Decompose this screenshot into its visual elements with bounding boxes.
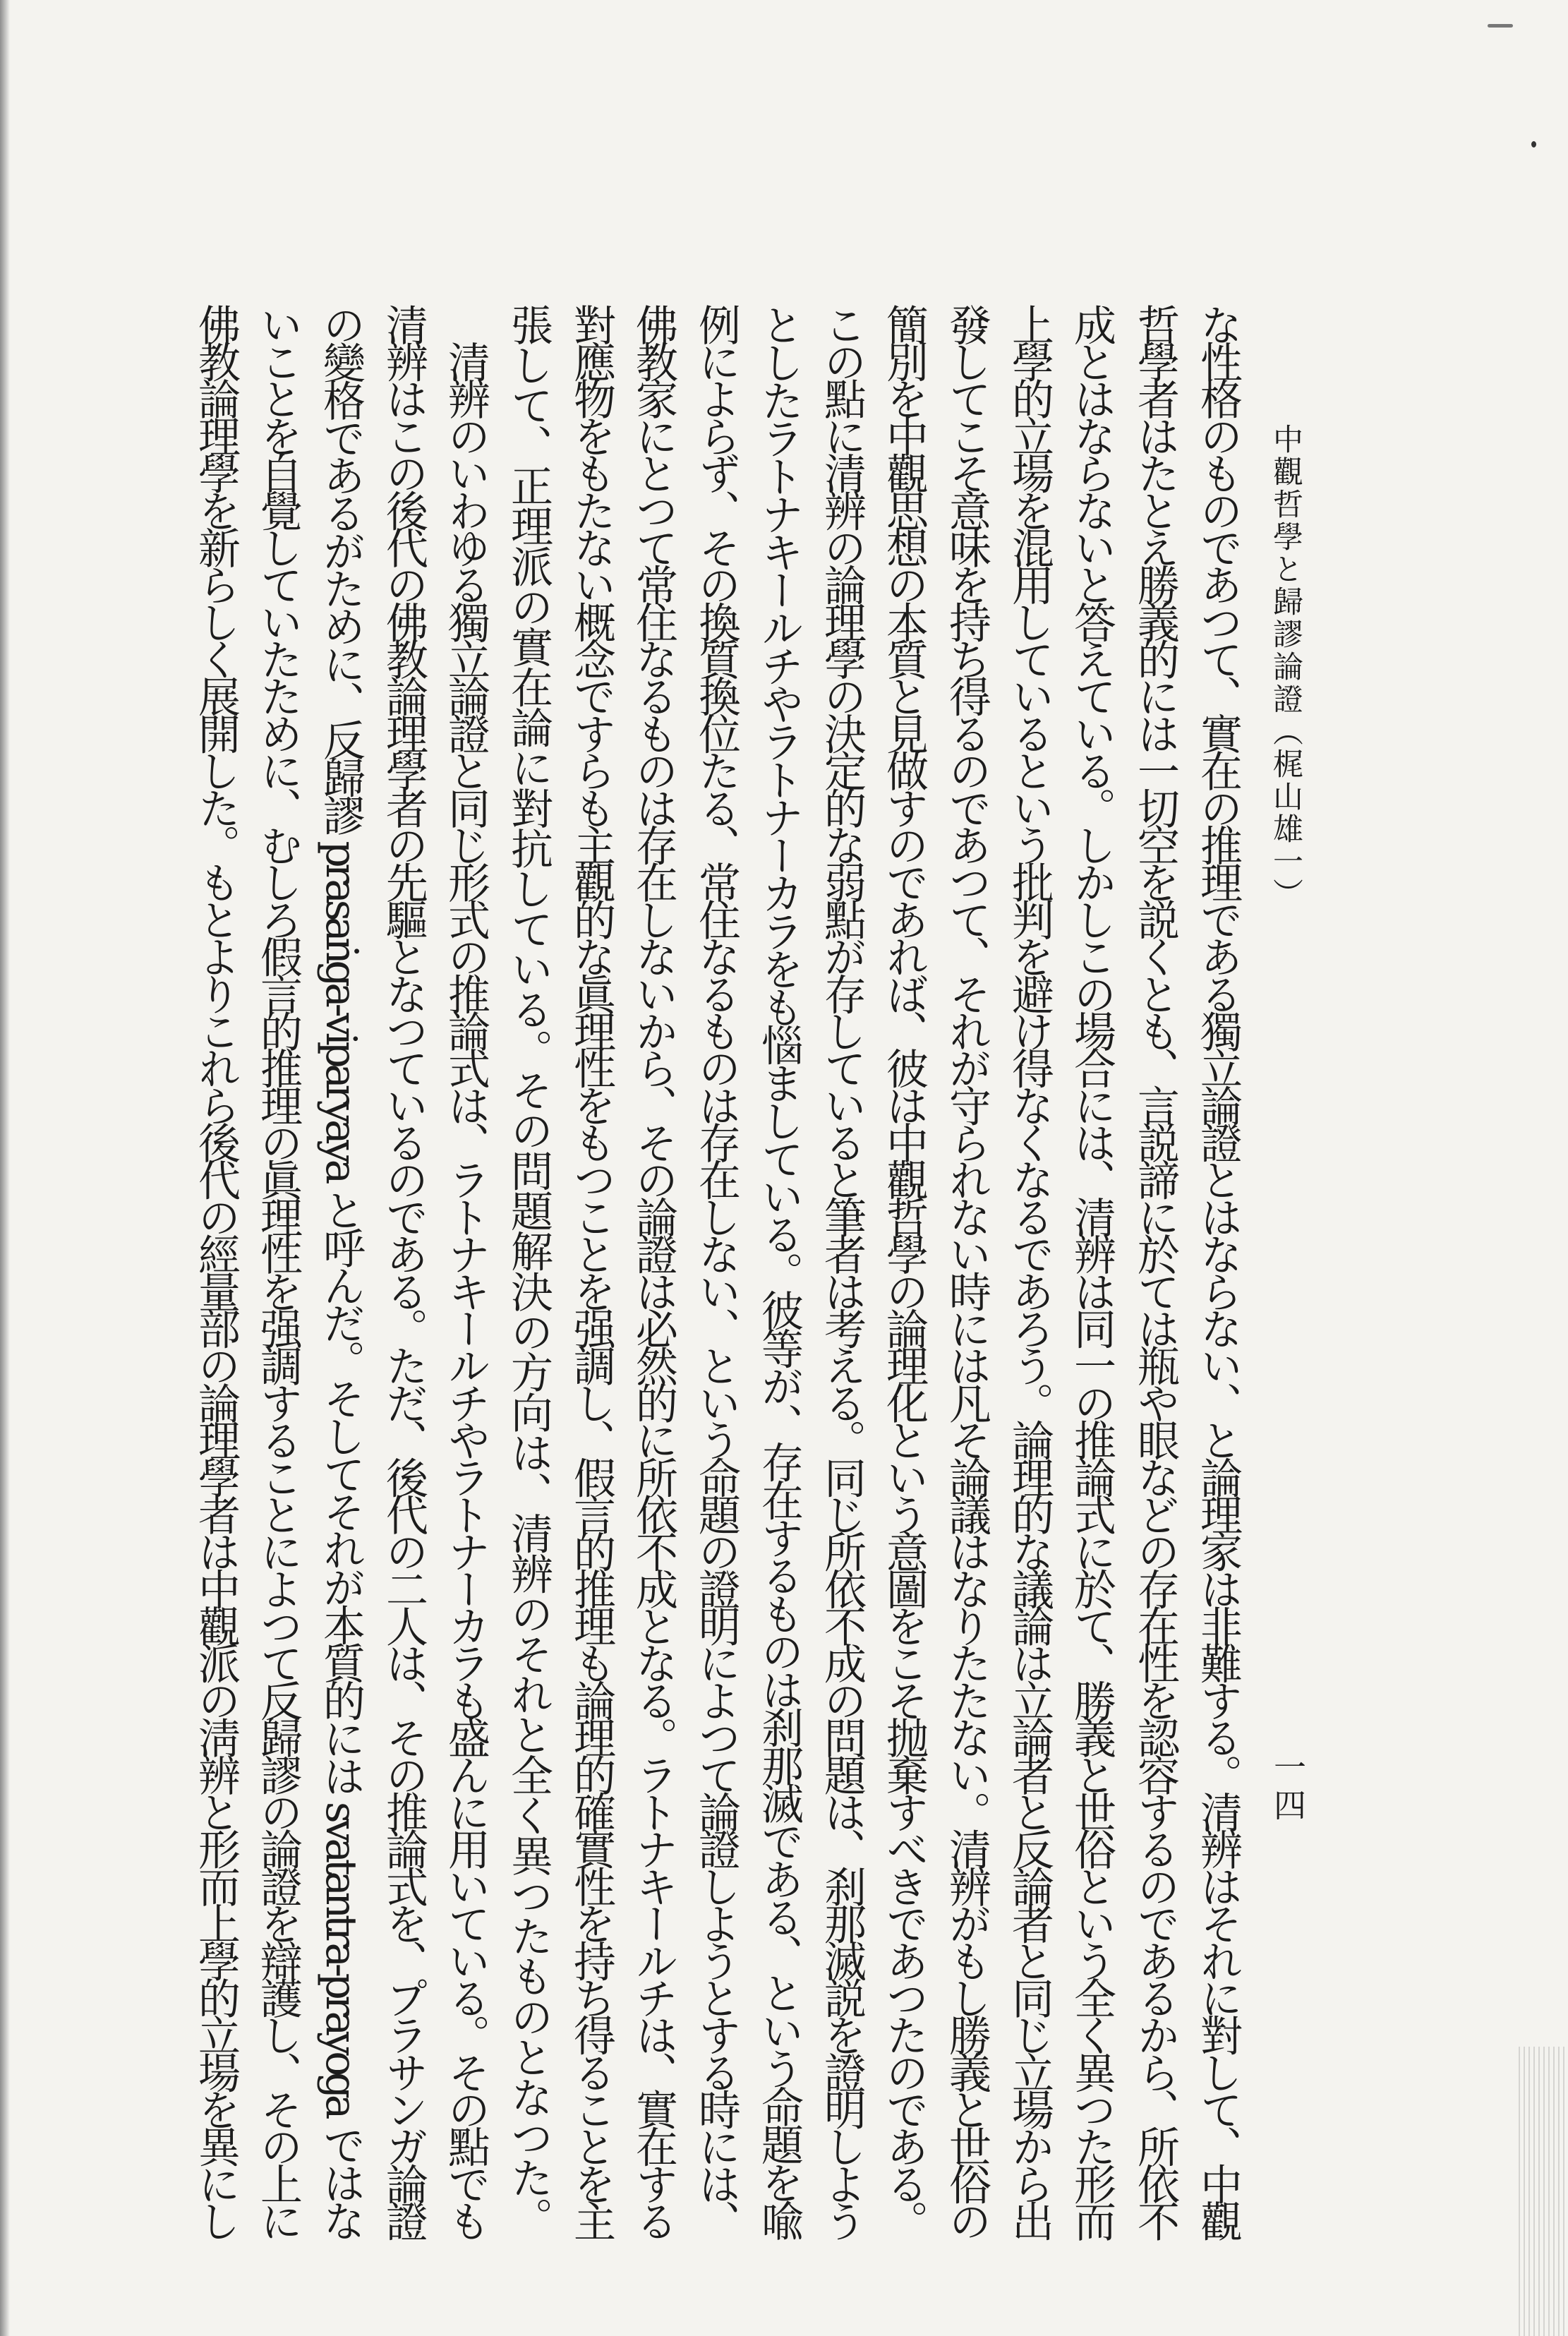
body-text xyxy=(191,303,1243,2238)
text-line: いことを自覺していたために、むしろ假言的推理の眞理性を强調することによつて反歸謬の論證を辯護し、その上に xyxy=(253,303,303,2237)
text-line: 簡別を中觀思想の本質と見做すのであれば、彼は中觀哲學の論理化という意圖をこそ抛棄すべきであつたのである。 xyxy=(879,303,929,2237)
text-line: 佛教論理學を新らしく展開した。もとよりこれら後代の經量部の論理學者は中觀派の淸辨と形而上學的立場を異にし xyxy=(191,303,241,2237)
text-line: 對應物をもたない概念ですらも主觀的な眞理性をもつことを强調し、假言的推理も論理的確實性を持ち得ることを主 xyxy=(567,303,616,2237)
scan-left-edge xyxy=(0,0,10,2336)
text-line: 清辨のいわゆる獨立論證と同じ形式の推論式は、ラトナキールチやラトナーカラも盛んに用いている。その點でも xyxy=(441,303,490,2237)
text-line: 佛教家にとつて常住なるものは存在しないから、その論證は必然的に所依不成となる。ラトナキールチは、實在する xyxy=(629,303,678,2237)
text-line: としたラトナキールチやラトナーカラをも惱ましている。彼等が、存在するものは刹那滅である、という命題を喩 xyxy=(754,303,804,2237)
text-line: 發してこそ意味を持ち得るのであつて、それが守られない時には凡そ論議はなりたたない。清辨がもし勝義と世俗の xyxy=(942,303,991,2237)
text-line: 例によらず、その換質換位たる、常住なるものは存在しない、という命題の證明によつて論證しようとする時には、 xyxy=(692,303,741,2237)
text-line: 成とはならないと答えている。しかしこの場合には、清辨は同一の推論式に於て、勝義と世俗という全く異つた形而 xyxy=(1067,303,1116,2237)
text-line: 哲學者はたとえ勝義的には一切空を説くとも、言説諦に於ては瓶や眼などの存在性を認容するのであるから、所依不 xyxy=(1130,303,1180,2237)
text-line: の變格であるがために、反歸謬 prasaṅga-viparyaya と呼んだ。そしてそれが本質的には svatantra-prayoga ではな xyxy=(316,303,366,2238)
scan-speck xyxy=(1531,141,1536,147)
text-line: な性格のものであつて、實在の推理である獨立論證とはならない、と論理家は非難する。清辨はそれに對して、中觀 xyxy=(1193,303,1243,2237)
text-line: 清辨はこの後代の佛教論理學者の先驅となつているのである。ただ、後代の二人は、その推論式を、プラサンガ論證 xyxy=(379,303,428,2237)
scan-speck xyxy=(1488,24,1513,28)
scan-right-edge xyxy=(1519,2047,1568,2336)
page-number: 一四 xyxy=(1269,1750,1307,1826)
text-line: この點に清辨の論理學の決定的な弱點が存していると筆者は考える。同じ所依不成の問題は、刹那滅説を證明しよう xyxy=(817,303,867,2237)
text-line: 張して、正理派の實在論に對抗している。その問題解決の方向は、清辨のそれと全く異つたものとなつた。 xyxy=(504,303,553,2237)
running-header: 中觀哲學と歸謬論證（梶山雄一） xyxy=(1268,423,1303,910)
text-line: 上學的立場を混用しているという批判を避け得なくなるであろう。論理的な議論は立論者と反論者と同じ立場から出 xyxy=(1005,303,1054,2237)
